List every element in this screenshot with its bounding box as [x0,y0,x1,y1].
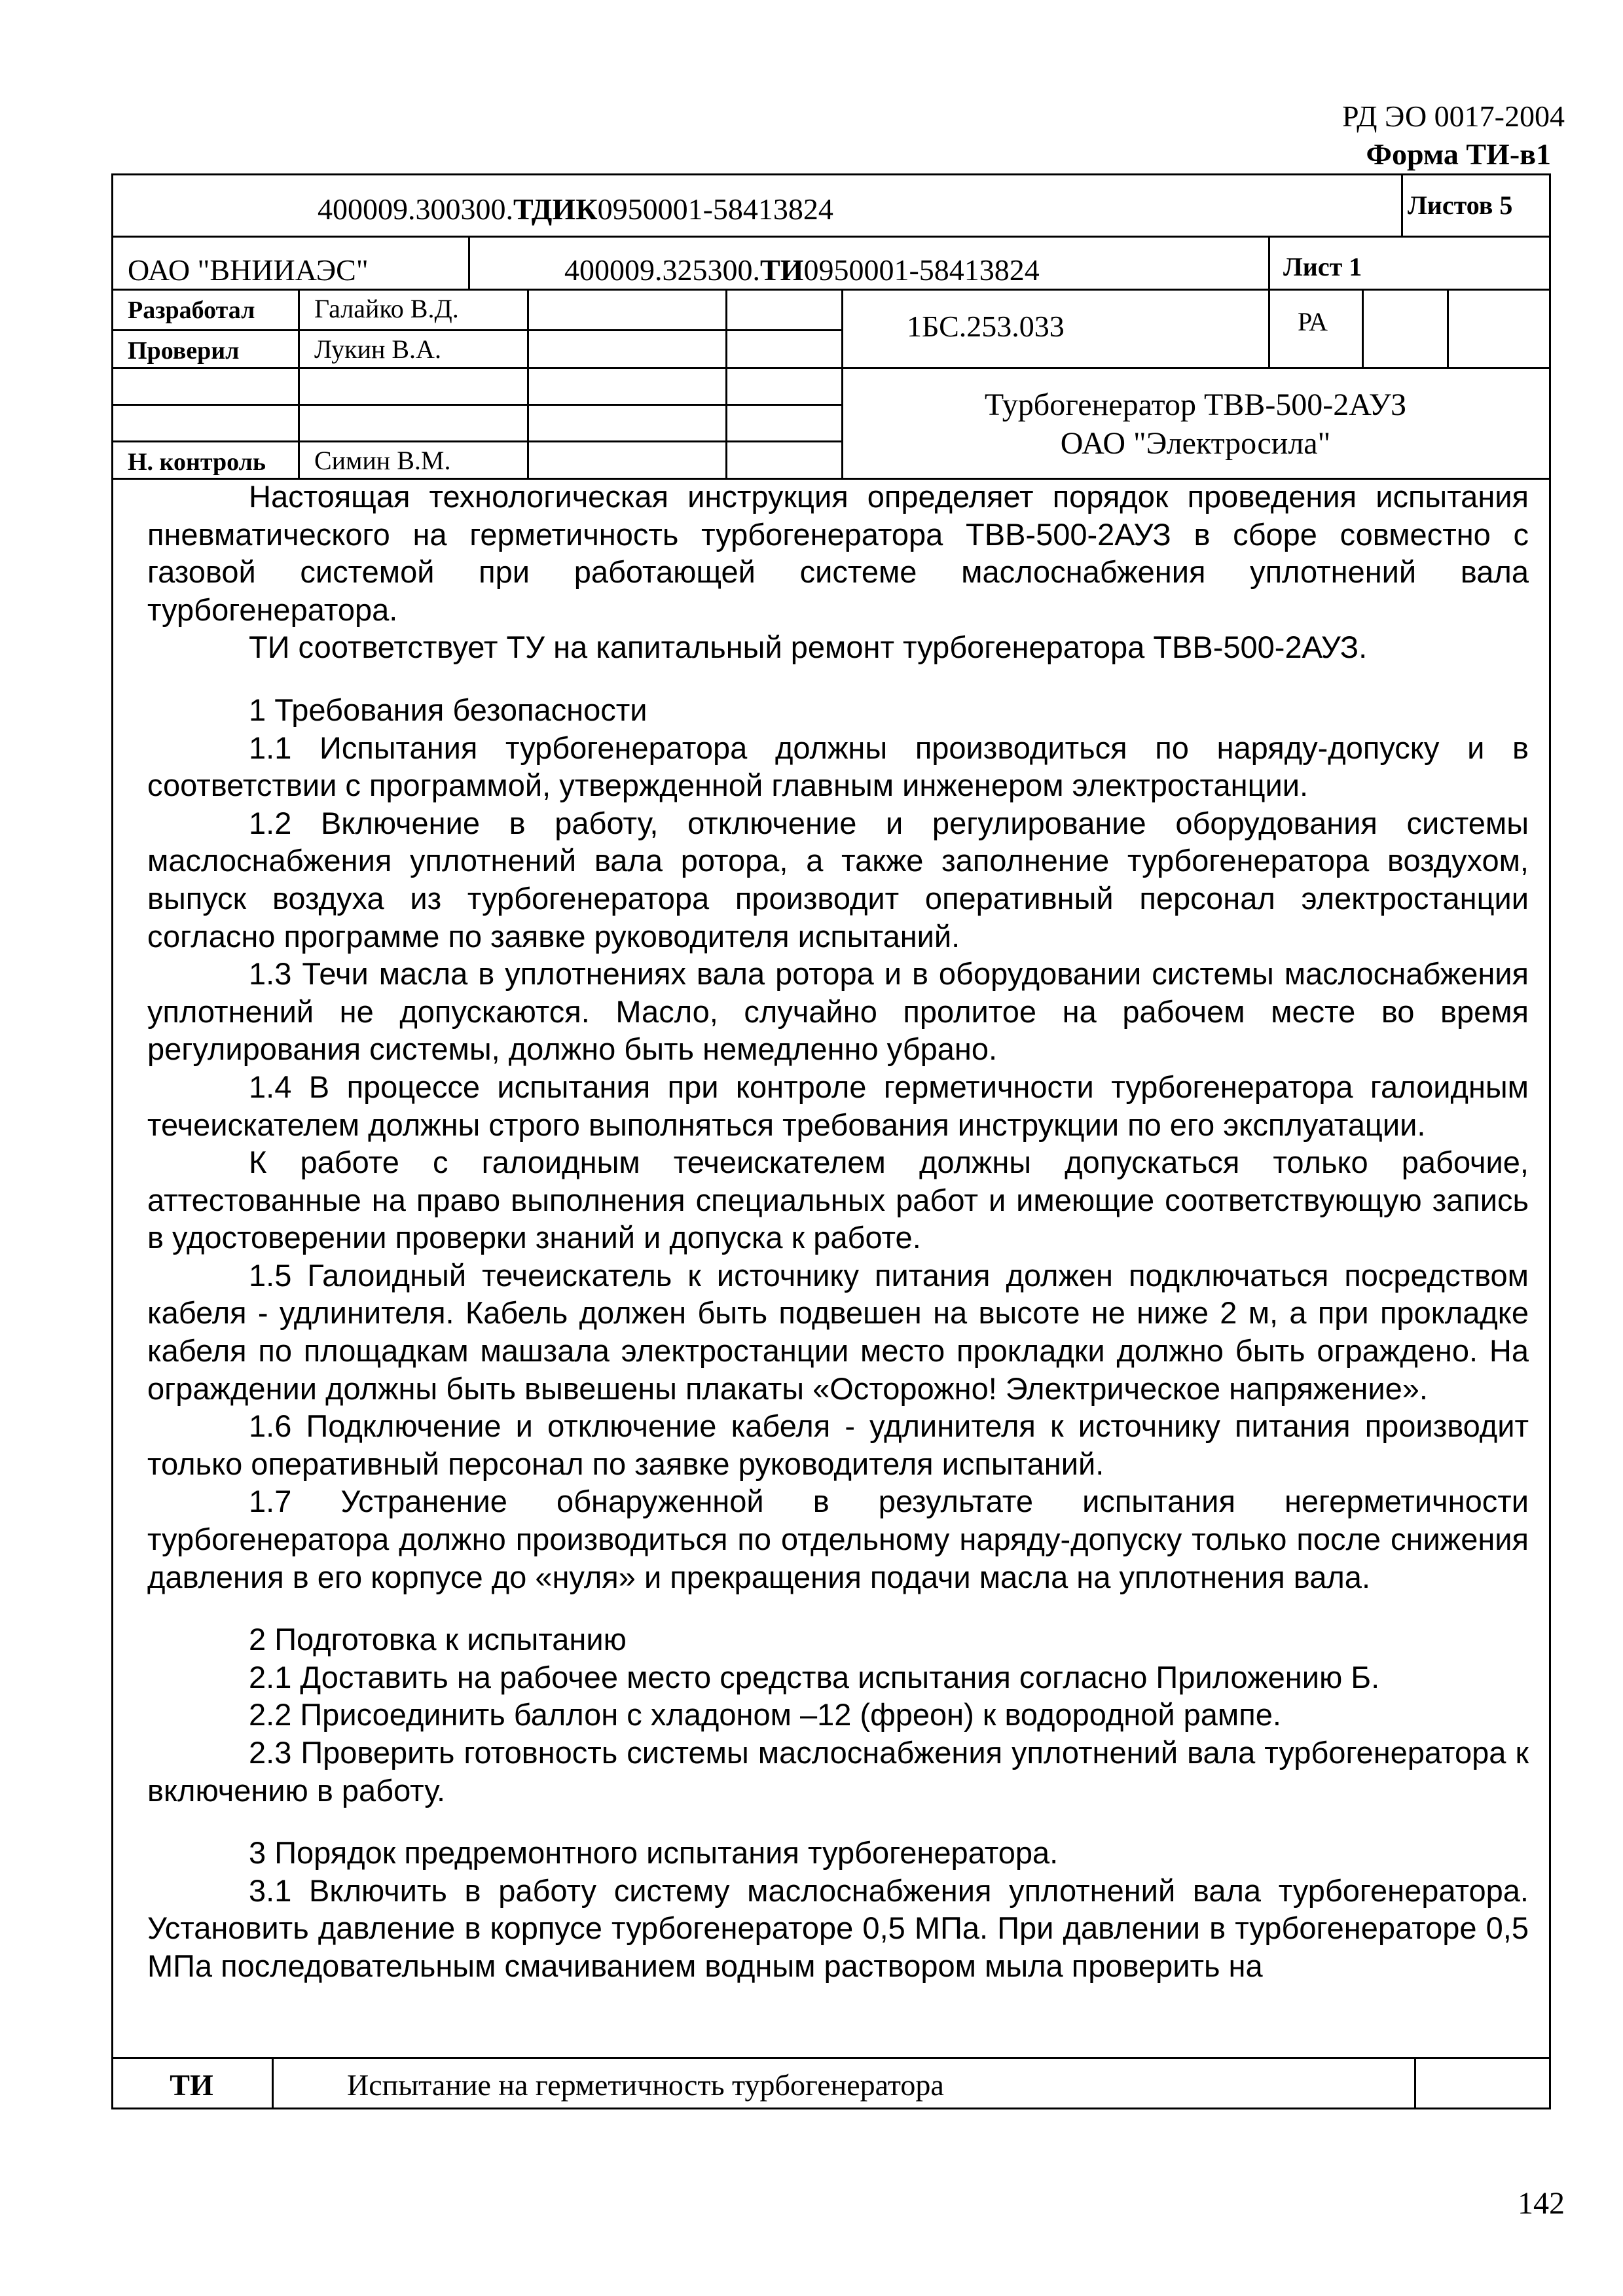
paragraph-2-2: 2.2 Присоединить баллон с хладоном –12 (фреон) к водородной рампе. [249,1697,1281,1732]
paragraph-1-4: 1.4 В процессе испытания при контроле герметичности турбогенератора галоидным течеискателем должны строго выполняться требования инструкции по его эксплуатации. [147,1069,1529,1142]
name-developer: Галайко В.Д. [314,294,459,323]
paragraph-intro: Настоящая технологическая инструкция определяет порядок проведения испытания пневматического на герметичность турбогенератора ТВВ-500-2АУЗ в сборе совместно с газовой системой при работающей системе маслоснабжения уплотнений вала турбогенератора. [147,479,1529,627]
section-heading-safety: 1 Требования безопасности [249,692,647,727]
footer-ti-label: ТИ [170,2068,213,2102]
designation: 1БС.253.033 [907,310,1065,343]
paragraph-2-3: 2.3 Проверить готовность системы маслоснабжения уплотнений вала турбогенератора к включению в работу. [147,1735,1529,1808]
name-checker: Лукин В.А. [314,334,441,364]
manufacturer: ОАО "Электросила" [1060,426,1331,461]
product-name: Турбогенератор ТВВ-500-2АУЗ [984,387,1407,422]
letter: РА [1298,307,1328,336]
page-number: 142 [1518,2186,1565,2221]
paragraph-1-5: 1.5 Галоидный течеискатель к источнику питания должен подключаться посредством кабеля - удлинителя. Кабель должен быть подвешен на высоте не ниже 2 м, а при прокладке кабеля по площадкам машзала электростанции место прокладки должно быть ограждено. На ограждении должны быть вывешены плакаты «Осторожно! Электрическое напряжение». [147,1257,1529,1406]
instruction-code: 400009.325300.ТИ0950001-58413824 [564,253,1040,287]
sheets-count: Листов 5 [1408,190,1513,220]
organization: ОАО "ВНИИАЭС" [128,253,369,287]
paragraph-1-2: 1.2 Включение в работу, отключение и регулирование оборудования системы маслоснабжения уплотнений вала ротора, а также заполнение турбогенератора воздухом, выпуск воздуха из турбогенератора производит оперативный персонал электростанции согласно программе по заявке руководителя испытаний. [147,805,1529,954]
role-checker: Проверил [128,337,240,365]
paragraph-3-1: 3.1 Включить в работу систему маслоснабжения уплотнений вала турбогенератора. Установить давление в корпусе турбогенераторе 0,5 МПа. При давлении в турбогенераторе 0,5 МПа последовательным смачиванием водным раствором мыла проверить на [147,1873,1529,1983]
name-norm-control: Симин В.М. [314,446,451,475]
section-heading-preparation: 2 Подготовка к испытанию [249,1622,627,1657]
form-label: Форма ТИ-в1 [1366,137,1551,171]
paragraph-2-1: 2.1 Доставить на рабочее место средства испытания согласно Приложению Б. [249,1659,1380,1695]
document-code: 400009.300300.ТДИК0950001-58413824 [318,192,833,226]
paragraph-1-3: 1.3 Течи масла в уплотнениях вала ротора и в оборудовании системы маслоснабжения уплотнений не допускаются. Масло, случайно пролитое на рабочем месте во время регулирования системы, должно быть немедленно убрано. [147,956,1529,1067]
paragraph-1-4-personnel: К работе с галоидным течеискателем должны допускаться только рабочие, аттестованные на право выполнения специальных работ и имеющие соответствующую запись в удостоверении проверки знаний и допуска к работе. [147,1145,1529,1255]
paragraph-conformity: ТИ соответствует ТУ на капитальный ремонт турбогенератора ТВВ-500-2АУЗ. [249,630,1368,665]
section-heading-procedure: 3 Порядок предремонтного испытания турбогенератора. [249,1835,1059,1871]
paragraph-1-6: 1.6 Подключение и отключение кабеля - удлинителя к источнику питания производит только оперативный персонал по заявке руководителя испытаний. [147,1408,1529,1481]
role-developer: Разработал [128,296,255,324]
role-norm-control: Н. контроль [128,448,266,476]
paragraph-1-1: 1.1 Испытания турбогенератора должны производиться по наряду-допуску и в соответствии с программой, утвержденной главным инженером электростанции. [147,730,1529,803]
footer-title: Испытание на герметичность турбогенератора [347,2068,944,2102]
instruction-body [147,478,1529,1985]
paragraph-1-7: 1.7 Устранение обнаруженной в результате испытания негерметичности турбогенератора должно производиться по отдельному наряду-допуску только после снижения давления в его корпусе до «нуля» и прекращения подачи масла на уплотнения вала. [147,1484,1529,1594]
standard-number: РД ЭО 0017-2004 [1342,99,1565,133]
sheet-number: Лист 1 [1283,252,1362,281]
